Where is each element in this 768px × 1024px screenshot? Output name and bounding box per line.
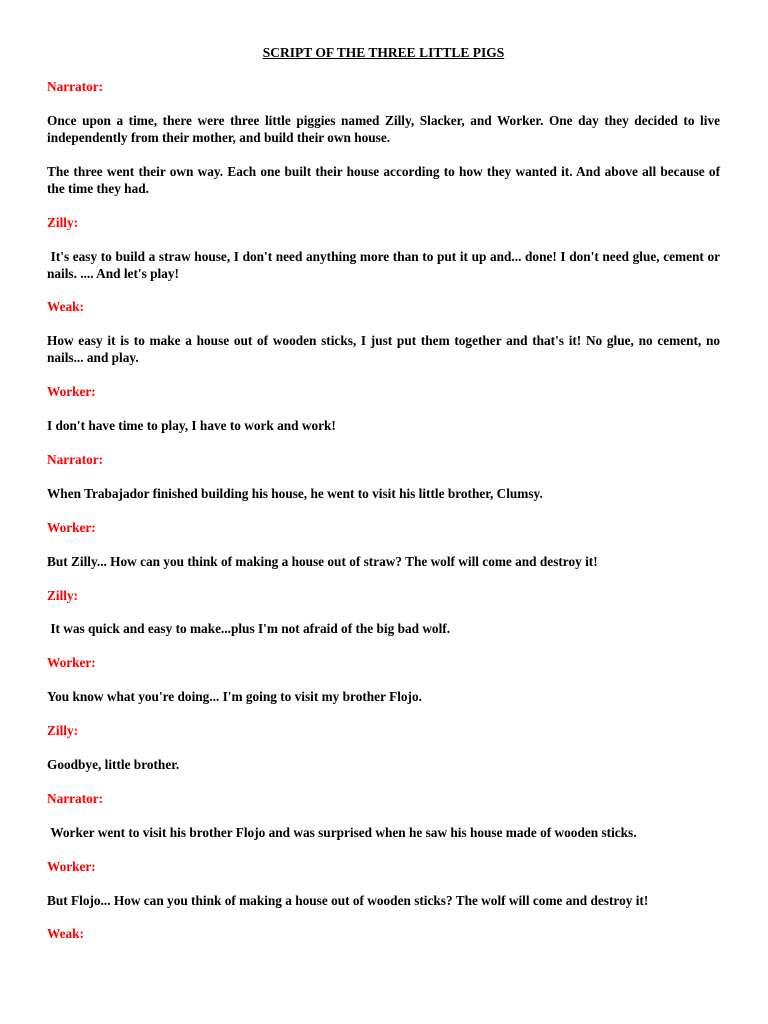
paragraph: Worker went to visit his brother Flojo and was surprised when he saw his house made of wooden sticks. (47, 824, 637, 840)
dialogue-line: Goodbye, little brother. (47, 757, 180, 773)
paragraph: Once upon a time, there were three little piggies named Zilly, Slacker, and Worker. One day they decided to live independently from their mother, and build their own house. (47, 112, 720, 145)
speaker-label: Weak: (47, 299, 84, 315)
speaker-label: Narrator: (47, 79, 104, 94)
dialogue-line: But Zilly... How can you think of making a house out of straw? The wolf will come and destroy it! (47, 553, 598, 569)
speaker-label: Narrator: (47, 452, 104, 468)
speaker-label: Zilly: (47, 723, 79, 739)
dialogue-line: How easy it is to make a house out of wooden sticks, I just put them together and that's it! No glue, no cement, no nails... and play. (47, 333, 720, 366)
dialogue-line: But Flojo... How can you think of making a house out of wooden sticks? The wolf will come and destroy it! (47, 892, 649, 908)
speaker-label: Worker: (47, 384, 96, 400)
document-page (47, 44, 724, 959)
paragraph: When Trabajador finished building his house, he went to visit his little brother, Clumsy. (47, 485, 543, 501)
paragraph: The three went their own way. Each one built their house according to how they wanted it. And above all because of the time they had. (47, 163, 720, 196)
speaker-label: Zilly: (47, 214, 79, 230)
dialogue-line: It's easy to build a straw house, I don't need anything more than to put it up and... done! I don't need glue, cement or nails. .... And let's play! (47, 248, 724, 281)
dialogue-line: You know what you're doing... I'm going to visit my brother Flojo. (47, 689, 422, 705)
speaker-label: Weak: (47, 926, 84, 942)
document-title: SCRIPT OF THE THREE LITTLE PIGS (262, 45, 505, 60)
speaker-label: Worker: (47, 858, 96, 874)
speaker-label: Narrator: (47, 790, 104, 806)
dialogue-line: I don't have time to play, I have to work and work! (47, 418, 336, 434)
speaker-label: Worker: (47, 655, 96, 671)
speaker-label: Worker: (47, 519, 96, 535)
dialogue-line: It was quick and easy to make...plus I'm not afraid of the big bad wolf. (47, 621, 451, 637)
speaker-label: Zilly: (47, 587, 79, 603)
